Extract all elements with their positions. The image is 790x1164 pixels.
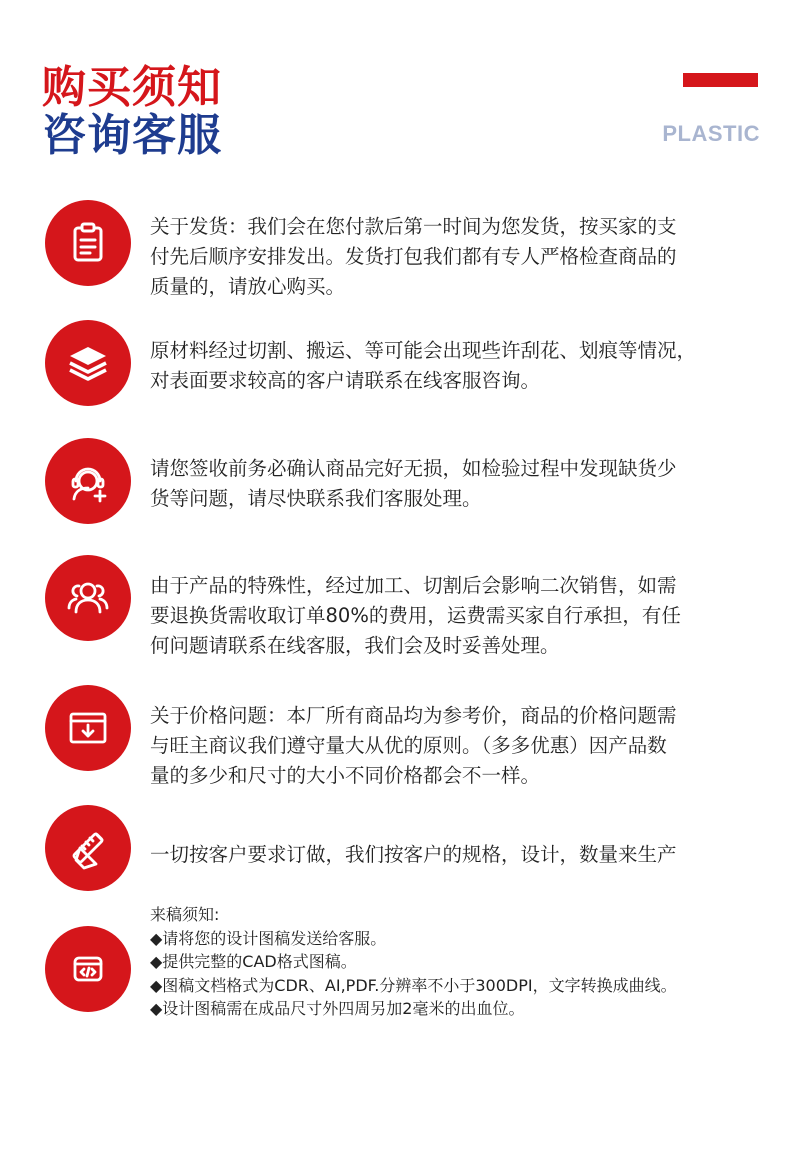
notice-line: ◆设计图稿需在成品尺寸外四周另加2毫米的出血位。 [150, 999, 525, 1018]
page-subtitle: 咨询客服 [42, 110, 222, 161]
users-icon [45, 555, 131, 641]
item-text: 关于发货：我们会在您付款后第一时间为您发货，按买家的支 付先后顺序安排发出。发货打包我们都有专人严格检查商品的 质量的，请放心购买。 [150, 215, 677, 298]
design-tools-icon [45, 805, 131, 891]
item-text: 关于价格问题：本厂所有商品均为参考价，商品的价格问题需 与旺主商议我们遵守量大从优的原则。（多多优惠）因产品数 量的多少和尺寸的大小不同价格都会不一样。 [150, 704, 677, 787]
decorative-bar [683, 73, 758, 87]
item-text: 原材料经过切割、搬运、等可能会出现些许刮花、划痕等情况， 对表面要求较高的客户请联系在线客服咨询。 [150, 339, 697, 392]
plastic-badge: PLASTIC [662, 121, 760, 146]
item-text: 一切按客户要求订做，我们按客户的规格，设计，数量来生产 [150, 843, 677, 866]
download-box-icon [45, 685, 131, 771]
item-text: 由于产品的特殊性，经过加工、切割后会影响二次销售，如需 要退换货需收取订单80%的费用，运费需买家自行承担，有任 何问题请联系在线客服，我们会及时妥善处理。 [150, 574, 681, 657]
item-text: 请您签收前务必确认商品完好无损，如检验过程中发现缺货少 货等问题，请尽快联系我们客服处理。 [150, 457, 677, 510]
notice-line: ◆请将您的设计图稿发送给客服。 [150, 928, 387, 948]
layers-icon [45, 320, 131, 406]
customer-service-icon [45, 438, 131, 524]
page-title: 购买须知 [42, 62, 222, 113]
clipboard-icon [45, 200, 131, 286]
notice-line: ◆图稿文档格式为CDR、AI,PDF.分辨率不小于300DPI，文字转换成曲线。 [150, 975, 677, 995]
code-window-icon [45, 926, 131, 1012]
notice-text [150, 903, 785, 1021]
notice-title: 来稿须知: [150, 905, 220, 924]
notice-line: ◆提供完整的CAD格式图稿。 [150, 952, 357, 971]
